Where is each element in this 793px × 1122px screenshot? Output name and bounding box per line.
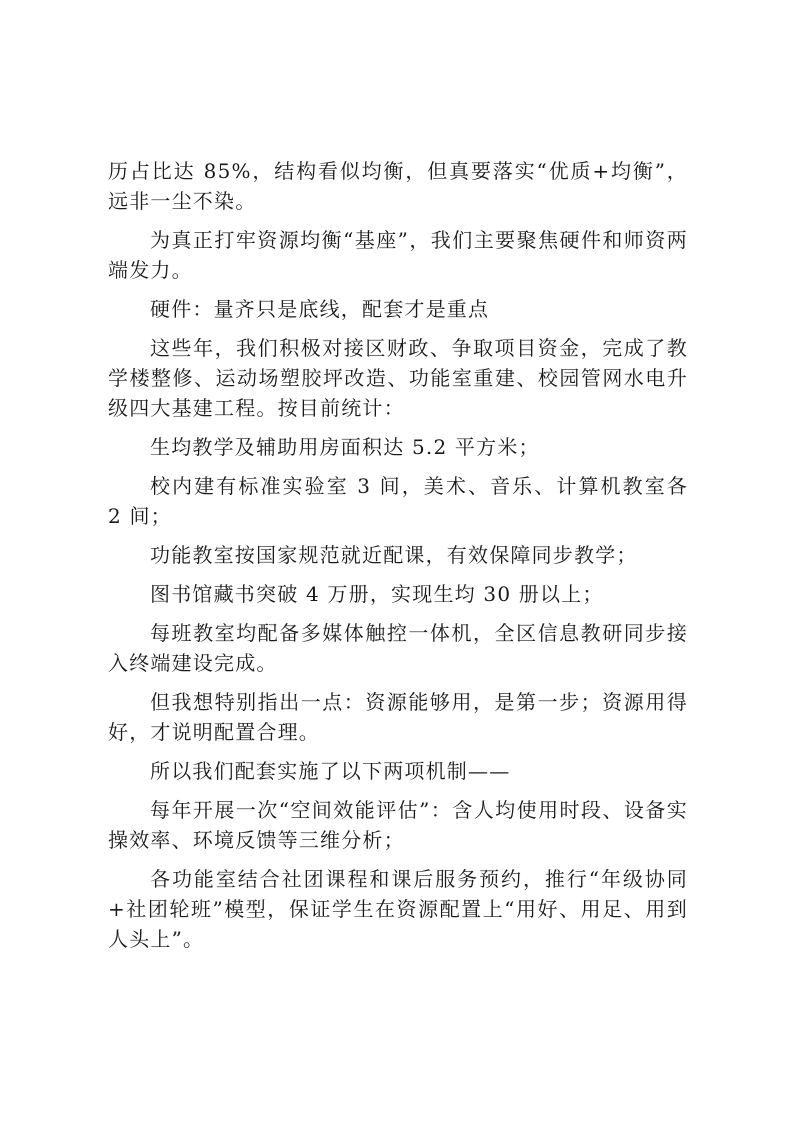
- paragraph-7: 功能教室按国家规范就近配课，有效保障同步教学；: [150, 543, 638, 567]
- paragraph-4: 这些年，我们积极对接区财政、争取项目资金，完成了教学楼整修、运动场塑胶坪改造、功能室重建、校园管网水电升级四大基建工程。按目前统计：: [108, 336, 688, 420]
- paragraph-9: 每班教室均配备多媒体触控一体机，全区信息教研同步接入终端建设完成。: [108, 621, 688, 675]
- paragraph-13: 各功能室结合社团课程和课后服务预约，推行“年级协同+社团轮班”模型，保证学生在资源配置上“用好、用足、用到人头上”。: [108, 867, 688, 951]
- paragraph-10: 但我想特别指出一点：资源能够用，是第一步；资源用得好，才说明配置合理。: [108, 690, 688, 744]
- paragraph-12: 每年开展一次“空间效能评估”：含人均使用时段、设备实操效率、环境反馈等三维分析；: [108, 798, 688, 852]
- paragraph-6: 校内建有标准实验室 3 间，美术、音乐、计算机教室各 2 间；: [108, 474, 688, 528]
- document-body: [108, 156, 688, 963]
- paragraph-2: 为真正打牢资源均衡“基座”，我们主要聚焦硬件和师资两端发力。: [108, 228, 688, 282]
- paragraph-3-heading: 硬件：量齐只是底线，配套才是重点: [150, 297, 490, 321]
- paragraph-5: 生均教学及辅助用房面积达 5.2 平方米；: [150, 435, 540, 459]
- paragraph-11: 所以我们配套实施了以下两项机制——: [150, 759, 511, 783]
- paragraph-1: 历占比达 85%，结构看似均衡，但真要落实“优质+均衡”，远非一尘不染。: [108, 159, 688, 213]
- paragraph-8: 图书馆藏书突破 4 万册，实现生均 30 册以上；: [150, 582, 604, 606]
